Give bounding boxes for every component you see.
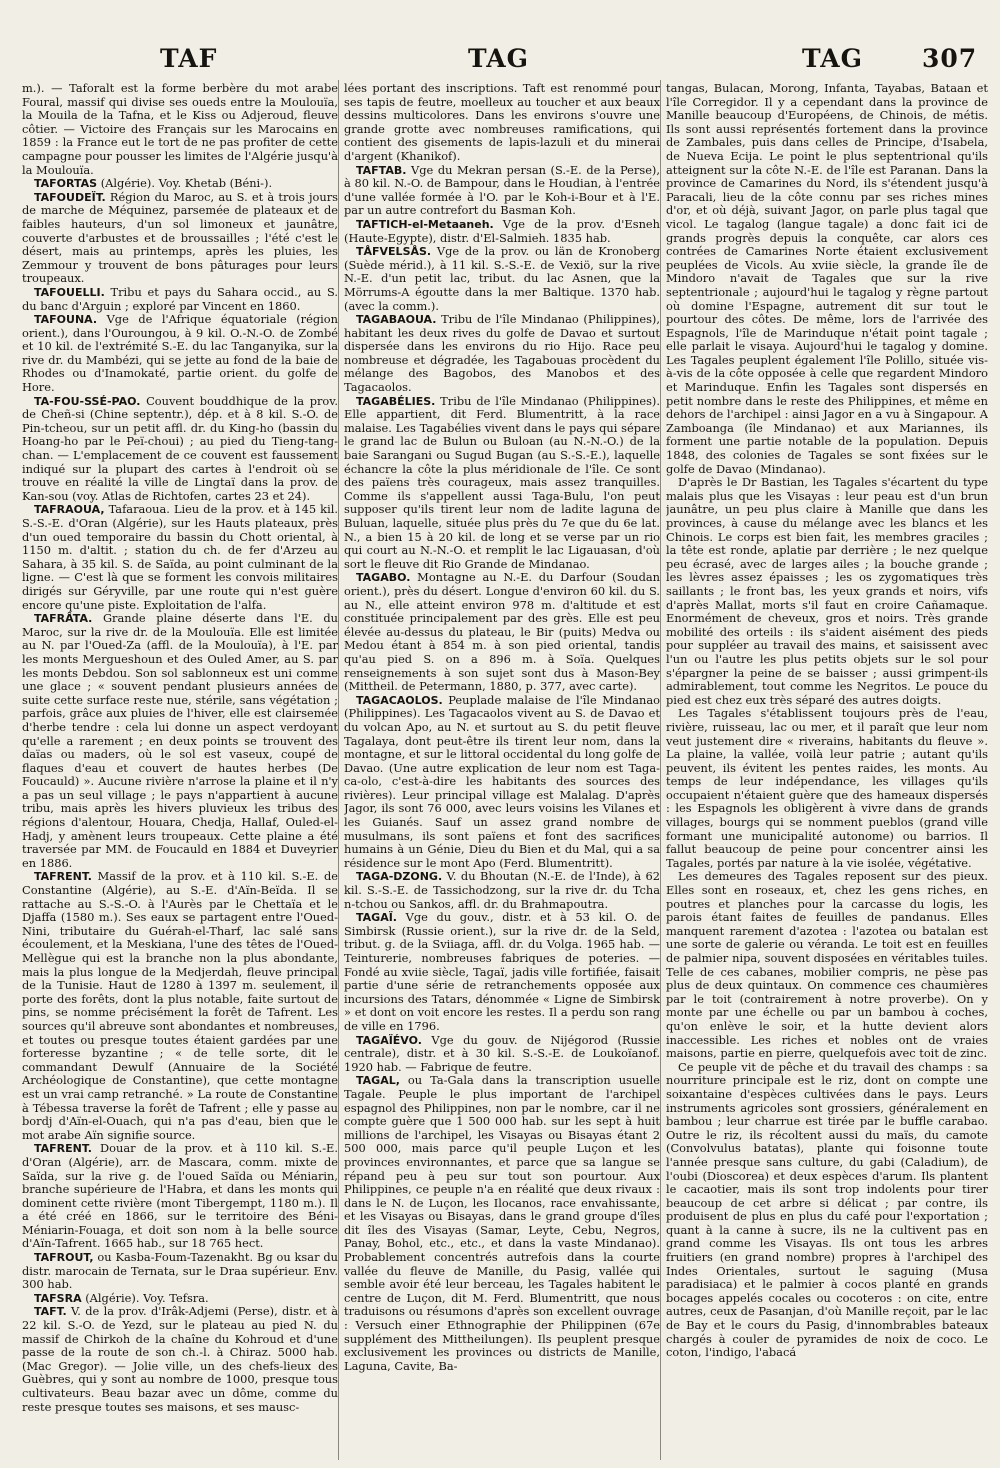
column-3: [666, 82, 988, 1458]
dictionary-entry: [22, 612, 338, 870]
entry-text: Douar de la prov. et à 110 kil. S.-E. d'Oran (Algérie), arr. de Mascara, comm. mixte de Saïda, sur la rive g. de l'oued Saïda ou Méniarin, branche supérieure de l'Habra, et dans les monts qui dominent cette rivière (mont Tibergempt, 1180 m.). Il a été créé en 1866, sur le territoire des Béni-Méniarin-Fouaga, et doit son nom à la belle source d'Aïn-Tafrent. 1665 hab., sur 18 765 hect.: [22, 1141, 338, 1251]
entry-headword: TAGABO.: [356, 571, 411, 585]
header-left-word: TAF: [160, 44, 218, 73]
entry-text: Tribu de l'île Mindanao (Philippines). Elle appartient, dit Ferd. Blumentritt, à la race malaise. Les Tagabélies vivent dans le pays qui sépare le grand lac de Bulun ou Buloan (au N.-N.-O.) de la baie Sarangani ou Sugud Bugan (au S.-S.-E.), laquelle échancre la côte la plus méridionale de l'île. Ce sont des païens très courageux, mais assez tranquilles. Comme ils s'appellent aussi Taga-Bulu, l'on peut supposer qu'ils tirent leur nom de ladite laguna de Buluan, laquelle, située plus près du 7e que du 6e lat. N., a bien 15 à 20 kil. de long et se verse par un rio qui court au N.-N.-O. et remplit le lac Ligauasan, d'où sort le fleuve dit Rio Grande de Mindanao.: [344, 393, 660, 571]
entry-headword: TA-FOU-SSÉ-PAO.: [34, 394, 141, 408]
entry-headword: TAFROUT,: [34, 1251, 94, 1265]
entry-headword: TAGACAOLOS.: [356, 693, 443, 707]
entry-text: Massif de la prov. et à 110 kil. S.-E. de Constantine (Algérie), au S.-E. d'Aïn-Beïda. Il se rattache au S.-S.-O. à l'Aurès par le Chettaïa et le Djaffa (1580 m.). Ses eaux se partagent entre l'Oued-Nini, tributaire du Guérah-el-Tharf, lac salé sans écoulement, et la Meskiana, l'une des têtes de l'Oued-Mellègue qui est la branche non la plus abondante, mais la plus longue de la Medjerdah, fleuve principal de la Tunisie. Haut de 1280 à 1397 m. seulement, il porte des forêts, dont la plus notable, faite surtout de pins, se nomme précisément la forêt de Tafrent. Les sources qu'il abreuve sont abondantes et nombreuses, et toutes ou presque toutes étaient gardées par une forteresse byzantine ; « de telle sorte, dit le commandant Dewulf (Annuaire de la Société Archéologique de Constantine), que cette montagne est un vrai camp retranché. » La route de Constantine à Tébessa traverse la forêt de Tafrent ; elle y passe au bordj d'Aïn-el-Ouach, qui n'a pas d'eau, bien que le mot arabe Aïn signifie source.: [22, 869, 338, 1142]
entry-text: ou Ta-Gala dans la transcription usuelle Tagale. Peuple le plus important de l'archipel espagnol des Philippines, non par le nombre, car il ne compte guère que 1 500 000 hab. sur les sept à huit millions de l'archipel, les Visayas ou Bisayas étant 2 500 000, mais parce qu'il peuple Luçon et les provinces environnantes, et parce que sa langue se répand peu à peu sur tout son pourtour. Aux Philippines, ce peuple n'a en réalité que deux rivaux : dans le N. de Luçon, les Ilocanos, race envahissante, et les Visayas ou Bisayas, dans le grand groupe d'îles dit îles des Visayas (Samar, Leyte, Cebu, Negros, Panay, Bohol, etc., etc., et dans la vaste Mindanao). Probablement concentrés autrefois dans la courte vallée du fleuve de Manille, du Pasig, vallée qui semble avoir été leur berceau, les Tagales habitent le centre de Luçon, dit M. Ferd. Blumentritt, que nous traduisons ou résumons d'après son excellent ouvrage : Versuch einer Ethnographie der Philippinen (67e supplément des Mittheilungen). Ils peuplent presque exclusivement les provinces ou districts de Manille, Laguna, Cavite, Ba-: [344, 1073, 660, 1373]
entry-headword: TAFTICH-el-Metaaneh.: [356, 217, 494, 231]
dictionary-entry: [344, 1034, 660, 1075]
entry-headword: TAFRAOUA,: [34, 503, 105, 517]
entry-headword: TÅFVELSÅS.: [356, 245, 432, 259]
dictionary-entry: [344, 571, 660, 693]
entry-headword: TAGAÏ.: [356, 911, 397, 925]
dictionary-entry: [22, 313, 338, 395]
entry-text: (Algérie). Voy. Tefsra.: [85, 1290, 209, 1305]
entry-headword: TAGABAOUA.: [356, 313, 437, 327]
dictionary-entry: [666, 82, 988, 476]
dictionary-entry: [22, 1305, 338, 1414]
dictionary-entry: [344, 395, 660, 572]
dictionary-entry: [22, 503, 338, 612]
entry-headword: TAFOUELLI.: [34, 285, 105, 299]
dictionary-entry: [344, 313, 660, 395]
entry-text: Vge du gouv. de Nijégorod (Russie centrale), distr. et à 30 kil. S.-S.-E. de Loukoïanof. 1920 hab. — Fabrique de feutre.: [344, 1032, 660, 1074]
dictionary-entry: [344, 870, 660, 911]
dictionary-entry: [344, 82, 660, 164]
entry-text: Vge de la prov. d'Esneh (Haute-Egypte), distr. d'El-Salmieh. 1835 hab.: [344, 216, 660, 245]
column-2: [344, 82, 660, 1458]
dictionary-entry: [666, 1061, 988, 1360]
entry-headword: TAFT.: [34, 1305, 67, 1319]
entry-headword: TAFORTAS: [34, 177, 98, 191]
dictionary-entry: [22, 177, 338, 191]
entry-text: D'après le Dr Bastian, les Tagales s'écartent du type malais plus que les Visayas : leur peau est d'un brun jaunâtre, un peu plus claire à Manille que dans les provinces, à cause du mélange avec les blancs et les Chinois. Le corps est bien fait, les membres graciles ; la tête est ronde, aplatie par derrière ; le nez quelque peu écrasé, avec de larges ailes ; la bouche grande ; les lèvres assez épaisses ; les os zygomatiques très saillants ; le front bas, les yeux grands et noirs, vifs d'après Mallat, morts s'il faut en croire Cañamaque. Enormément de cheveux, gros et noirs. Très grande mobilité des orteils : ils s'aident aisément des pieds pour suppléer au travail des mains, et saisissent avec l'un ou l'autre les plus petits objets sur le sol pour s'épargner la peine de se baisser ; aussi grimpent-ils admirablement, tout comme les Negritos. Le pouce du pied est chez eux très séparé des autres doigts.: [666, 475, 988, 707]
entry-headword: TAFOUDEÏT.: [34, 190, 106, 204]
entry-text: Tafaraoua. Lieu de la prov. et à 145 kil. S.-S.-E. d'Oran (Algérie), sur les Hauts plateaux, près d'un oued temporaire du bassin du Chott oriental, à 1150 m. d'altit. ; station du ch. de fer d'Arzeu au Sahara, à 35 kil. S. de Saïda, au point culminant de la ligne. — C'est là que se forment les convois militaires dirigés sur Géryville, par une route qui n'est guère encore qu'une piste. Exploitation de l'alfa.: [22, 502, 338, 612]
header-right-word: TAG: [802, 44, 863, 73]
dictionary-entry: [344, 1074, 660, 1373]
dictionary-entry: [22, 1292, 338, 1306]
dictionary-entry: [666, 870, 988, 1060]
entry-text: Vge du Mekran persan (S.-E. de la Perse), à 80 kil. N.-O. de Bampour, dans le Houdian, à l'entrée d'une vallée formée à l'O. par le Koh-i-Bour et à l'E. par un autre contrefort du Basman Koh.: [344, 162, 660, 218]
entry-headword: TAGA-DZONG.: [356, 870, 443, 884]
entry-text: Peuplade malaise de l'île Mindanao (Philippines). Les Tagacaolos vivent au S. de Davao et du volcan Apo, au N. et surtout au S. du petit fleuve Tagalaya, dont peut-être ils tirent leur nom, dans la montagne, et sur le littoral occidental du long golfe de Davao. (Une autre explication de leur nom est Taga-ca-olo, c'est-à-dire les habitants des sources des rivières). Leur principal village est Malalag. D'après Jagor, ils sont 76 000, avec leurs voisins les Vilanes et les Guianés. Sauf un assez grand nombre de musulmans, ils sont païens et font des sacrifices humains à un Génie, Dieu du Bien et du Mal, qui a sa résidence sur le mont Apo (Ferd. Blumentritt).: [344, 692, 660, 870]
dictionary-entry: [22, 82, 338, 177]
entry-text: V. de la prov. d'Irâk-Adjemi (Perse), distr. et à 22 kil. S.-O. de Yezd, sur le plateau au pied N. du massif de Chirkoh de la chaîne du Kohroud et d'une passe de la route de son ch.-l. à Chiraz. 5000 hab. (Mac Gregor). — Jolie ville, un des chefs-lieux des Guèbres, qui y sont au nombre de 1000, presque tous cultivateurs. Beau bazar avec un dôme, comme du reste presque toutes ses maisons, et ses mausc-: [22, 1304, 338, 1414]
entry-headword: TAFRENT.: [34, 870, 92, 884]
entry-text: Ce peuple vit de pêche et du travail des champs : sa nourriture principale est le riz, dont on compte une soixantaine d'espèces cultivées dans le pays. Leurs instruments agricoles sont grossiers, généralement en bambou ; leur charrue est tirée par le buffle carabao. Outre le riz, ils récoltent aussi du maïs, du camote (Convolvulus batatas), plante qui foisonne toute l'année presque sans culture, du gabi (Caladium), de l'oubi (Dioscorea) et deux espèces d'arum. Ils plantent le cacaotier, mais ils sont trop indolents pour tirer beaucoup de cet arbre si délicat ; par contre, ils produisent de plus en plus du café pour l'exportation ; quant à la canne à sucre, ils ne la cultivent pas en grand comme les Visayas. Ils ont tous les arbres fruitiers (en grand nombre) propres à l'archipel des Indes Orientales, surtout le saguing (Musa paradisiaca) et le palmier à cocos planté en grands bocages appelés cocales ou cocoteros : on cite, entre autres, ceux de Pasanjan, d'où Manille reçoit, par le lac de Bay et le cours du Pasig, d'innombrables bateaux chargés à couler de pyramides de noix de coco. Le coton, l'indigo, l'abacá: [666, 1059, 988, 1360]
running-head: [0, 44, 1000, 80]
dictionary-entry: [344, 218, 660, 245]
entry-text: m.). — Taforalt est la forme berbère du mot arabe Foural, massif qui divise ses oueds entre la Moulouïa, la Mouila de la Tafna, et le Kiss ou Adjeroud, fleuve côtier. — Victoire des Français sur les Marocains en 1859 : la France eut le tort de ne pas profiter de cette campagne pour pousser les limites de l'Algérie jusqu'à la Moulouïa.: [22, 82, 338, 177]
entry-text: ou Kasba-Foum-Tazenakht. Bg ou ksar du distr. marocain de Ternata, sur le Draa supérieur. Env. 300 hab.: [22, 1250, 338, 1292]
entry-headword: TAGAL,: [356, 1074, 400, 1088]
column-divider: [338, 80, 339, 1460]
entry-headword: TAGAÏÉVO.: [356, 1033, 422, 1047]
dictionary-entry: [344, 245, 660, 313]
entry-text: Vge de l'Afrique équatoriale (région orient.), dans l'Ouroungou, à 9 kil. O.-N.-O. de Zombé et 10 kil. de l'extrémité S.-E. du lac Tanganyika, sur la rive dr. du Mambézi, qui se jette au fond de la baie de Rhodes ou d'Inamokaté, partie orient. du golfe de Hore.: [22, 312, 338, 395]
dictionary-entry: [22, 286, 338, 313]
entry-text: (Algérie). Voy. Khetab (Béni-).: [100, 176, 273, 191]
entry-text: tangas, Bulacan, Morong, Infanta, Tayabas, Bataan et l'île Corregidor. Il y a cependant dans la province de Manille beaucoup d'Européens, de Chinois, de métis. Ils sont aussi représentés fortement dans la province de Zambales, puis dans celles de Principe, d'Isabela, de Nueva Ecija. Le point le plus septentrional qu'ils atteignent sur la côte N.-E. de l'île est Paranan. Dans la province de Camarines du Nord, ils s'étendent jusqu'à Paracali, lieu de la côte connu par ses riches mines d'or, et où déjà, suivant Jagor, on parle plus tagal que vicol. Le tagalog (langue tagale) a donc fait ici de grands progrès depuis la conquête, car alors ces contrées de Camarines Norte étaient exclusivement peuplées de Vicols. Au xviie siècle, la grande île de Mindoro n'avait de Tagales que sur la rive septentrionale ; aujourd'hui le tagalog y règne partout où domine l'Espagne, autrement dit sur tout le pourtour des côtes. De même, lors de l'arrivée des Espagnols, l'île de Marinduque n'était point tagale ; elle parlait le visaya. Aujourd'hui le tagalog y domine. Les Tagales peuplent également l'île Polillo, située vis-à-vis de la côte opposée à celle que regardent Mindoro et Marinduque. Enfin les Tagales sont dispersés en petit nombre dans le reste des Philippines, et même en dehors de l'archipel : ainsi Jagor en a vu à Singapour. A Zamboanga (île Mindanao) et aux Mariannes, ils forment une partie notable de la population. Depuis 1848, des colonies de Tagales se sont fixées sur le golfe de Davao (Mindanao).: [666, 82, 988, 476]
entry-text: Montagne au N.-E. du Darfour (Soudan orient.), près du désert. Longue d'environ 60 kil. du S. au N., elle atteint environ 978 m. d'altitude et est constituée principalement par des grès. Elle est peu élevée au-dessus du plateau, le Bir (puits) Medva ou Medou étant à 854 m. à son pied oriental, tandis qu'au pied S. on a 896 m. à Soïa. Quelques renseignements à son sujet sont dus à Mason-Bey (Mittheil. de Petermann, 1880, p. 377, avec carte).: [344, 570, 660, 694]
dictionary-entry: [666, 707, 988, 870]
entry-headword: TAGABÉLIES.: [356, 394, 436, 408]
entry-headword: TAFRÂTA.: [34, 612, 93, 626]
entry-headword: TAFTAB.: [356, 163, 407, 177]
entry-text: Vge de la prov. ou län de Kronoberg (Suède mérid.), à 11 kil. S.-S.-E. de Vexiö, sur la rive N.-E. d'un petit lac, tribut. du lac Asnen, que la Mörrums-A égoutte dans la mer Baltique. 1370 hab. (avec la comm.).: [344, 244, 660, 313]
dictionary-entry: [344, 164, 660, 218]
entry-text: Vge du gouv., distr. et à 53 kil. O. de Simbirsk (Russie orient.), sur la rive dr. de la Seld, tribut. g. de la Sviiaga, affl. dr. du Volga. 1965 hab. — Teinturerie, nombreuses fabriques de poteries. — Fondé au xviie siècle, Tagaï, jadis ville fortifiée, faisait partie d'une série de retranchements opposée aux incursions des Tatars, dénommée « Ligne de Simbirsk » et dont on voit encore les restes. Il a perdu son rang de ville en 1796.: [344, 910, 660, 1033]
entry-text: lées portant des inscriptions. Taft est renommé pour ses tapis de feutre, moelleux au toucher et aux beaux dessins multicolores. Dans les environs s'ouvre une grande grotte avec nombreuses ramifications, qui contient des gisements de lapis-lazuli et du minerai d'argent (Khanikof).: [344, 82, 660, 163]
column-1: [22, 82, 338, 1458]
column-divider: [660, 80, 661, 1460]
entry-headword: TAFSRA: [34, 1291, 82, 1305]
dictionary-entry: [22, 191, 338, 286]
header-center-word: TAG: [468, 44, 529, 73]
entry-headword: TAFOUNA.: [34, 313, 98, 327]
dictionary-entry: [22, 1142, 338, 1251]
dictionary-entry: [666, 476, 988, 707]
entry-text: Grande plaine déserte dans l'E. du Maroc, sur la rive dr. de la Moulouïa. Elle est limitée au N. par l'Oued-Za (affl. de la Moulouïa), à l'E. par les monts Mergueshoun et des Ouled Amer, au S. par les monts Debdou. Son sol sablonneux est uni comme une glace ; « souvent pendant plusieurs années de suite cette surface reste nue, stérile, sans végétation ; parfois, grâce aux pluies de l'hiver, elle est clairsemée d'herbe tendre : cela lui donne un aspect verdoyant qu'elle a rarement ; en deux points se trouvent des daïas ou maders, où le sol est vaseux, coupé de flaques d'eau et couvert de hautes herbes (De Foucauld) ». Aucune rivière n'arrose la plaine et il n'y a pas un seul village ; le pays n'appartient à aucune tribu, mais après les hivers pluvieux les tribus des régions d'alentour, Houara, Chedja, Hallaf, Ouled-el-Hadj, y amènent leurs troupeaux. Cette plaine a été traversée par MM. de Foucauld en 1884 et Duveyrier en 1886.: [22, 611, 338, 870]
entry-headword: TAFRENT.: [34, 1142, 92, 1156]
entry-text: Couvent bouddhique de la prov. de Cheñ-si (Chine septentr.), dép. et à 8 kil. S.-O. de Pin-tcheou, sur un petit affl. dr. du King-ho (bassin du Hoang-ho par le Peï-choui) ; au pied du Tieng-tang-chan. — L'emplacement de ce couvent est faussement indiqué sur la plupart des cartes à l'endroit où se trouve en réalité la ville de Lingtaï dans la prov. de Kan-sou (voy. Atlas de Richtofen, cartes 23 et 24).: [22, 393, 338, 503]
dictionary-entry: [344, 694, 660, 871]
entry-text: Région du Maroc, au S. et à trois jours de marche de Méquinez, parsemée de plateaux et de faibles hauteurs, d'un sol limoneux et jaunâtre, couverte d'arbustes et de broussailles ; l'été c'est le désert, mais au printemps, après les pluies, les Zemmour y trouvent de bons pâturages pour leurs troupeaux.: [22, 189, 338, 286]
page-number: 307: [922, 44, 978, 73]
entry-text: Les Tagales s'établissent toujours près de l'eau, rivière, ruisseau, lac ou mer, et il paraît que leur nom veut justement dire « riverains, habitants du fleuve ». La plaine, la vallée, voilà leur patrie ; autant qu'ils peuvent, ils évitent les pentes raides, les monts. Au temps de leur indépendance, les villages qu'ils occupaient n'étaient guère que des hameaux dispersés : les Espagnols les obligèrent à vivre dans de grands villages, bourgs qui se nomment pueblos (grand ville formant une municipalité autonome) ou barrios. Il fallut beaucoup de peine pour concentrer ainsi les Tagales, portés par nature à la vie isolée, végétative.: [666, 706, 988, 870]
entry-text: Tribu de l'île Mindanao (Philippines), habitant les deux rives du golfe de Davao et surtout dispersée dans les environs du rio Hijo. Race peu nombreuse et dégradée, les Tagabouas procèdent du mélange des Bagobos, des Manobos et des Tagacaolos.: [344, 312, 660, 395]
entry-text: Les demeures des Tagales reposent sur des pieux. Elles sont en roseaux, et, chez les gens riches, en poutres et planches pour la carcasse du logis, les parois étant faites de feuilles de pandanus. Elles manquent rarement d'azotea : l'azotea ou batalan est une sorte de galerie ou véranda. Le toit est en feuilles de palmier nipa, souvent disposées en véritables tuiles. Telle de ces cabanes, mobilier compris, ne pèse pas plus de deux quintaux. On commence ces chaumières par le toit (contrairement à notre proverbe). On y monte par une échelle ou par un bambou à coches, qu'on enlève le soir, et la hutte devient alors inaccessible. Les riches et nobles ont de vraies maisons, partie en pierre, quelquefois avec toit de zinc.: [666, 869, 988, 1061]
dictionary-entry: [22, 870, 338, 1142]
dictionary-entry: [22, 1251, 338, 1292]
entry-text: V. du Bhoutan (N.-E. de l'Inde), à 62 kil. S.-S.-E. de Tassichodzong, sur la rive dr. du Tcha n-tchou ou Sankos, affl. dr. du Brahmapoutra.: [344, 869, 660, 911]
dictionary-entry: [344, 911, 660, 1033]
dictionary-entry: [22, 395, 338, 504]
entry-text: Tribu et pays du Sahara occid., au S. du banc d'Arguin ; exploré par Vincent en 1860.: [22, 284, 338, 313]
